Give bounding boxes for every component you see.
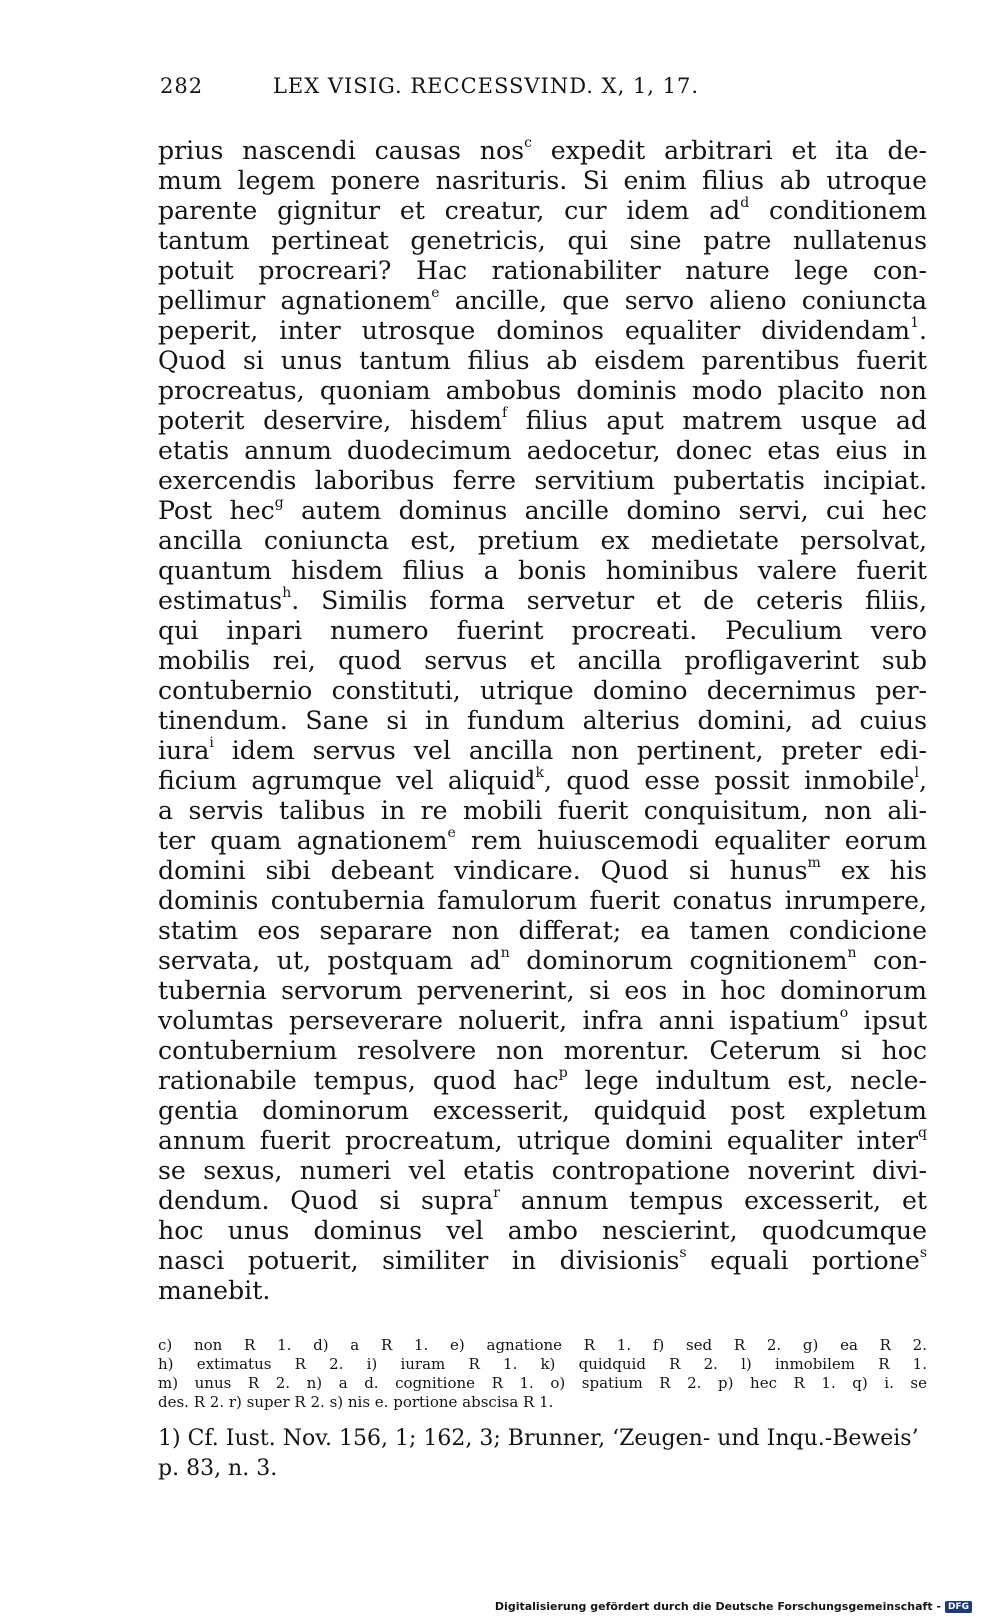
text-segment: hoc unus dominus vel ambo nescierint, quodcumque bbox=[158, 1216, 927, 1245]
footnote-marker: c bbox=[524, 136, 532, 151]
text-segment: filius aput matrem usque ad bbox=[507, 406, 927, 435]
text-line bbox=[158, 196, 927, 226]
text-line bbox=[158, 886, 927, 916]
text-segment: contubernio constituti, utrique domino decernimus per- bbox=[158, 676, 927, 705]
text-segment: manebit. bbox=[158, 1276, 271, 1305]
text-line bbox=[158, 706, 927, 736]
text-segment: mobilis rei, quod servus et ancilla profligaverint sub bbox=[158, 646, 927, 675]
text-segment: . bbox=[918, 316, 927, 345]
text-segment: lege indultum est, necle- bbox=[567, 1066, 927, 1095]
text-line bbox=[158, 1066, 927, 1096]
footnote-marker: q bbox=[918, 1126, 927, 1141]
text-segment: dominis contubernia famulorum fuerit conatus inrumpere, bbox=[158, 886, 927, 915]
footnote-marker: m bbox=[807, 856, 821, 871]
text-line bbox=[158, 736, 927, 766]
footnote-marker: h bbox=[282, 586, 292, 601]
footnote-marker: e bbox=[447, 826, 456, 841]
text-segment: annum fuerit procreatum, utrique domini equaliter inter bbox=[158, 1126, 919, 1155]
text-segment: dominorum cognitionem bbox=[509, 946, 848, 975]
text-segment: mum legem ponere nasrituris. Si enim filius ab utroque bbox=[158, 166, 927, 195]
text-segment: a servis talibus in re mobili fuerit conquisitum, non ali- bbox=[158, 796, 927, 825]
text-segment: ancilla coniuncta est, pretium ex medietate persolvat, bbox=[158, 526, 927, 555]
text-line bbox=[158, 436, 927, 466]
text-segment: tubernia servorum pervenerint, si eos in hoc dominorum bbox=[158, 976, 927, 1005]
text-line bbox=[158, 856, 927, 886]
text-line bbox=[158, 676, 927, 706]
reference-line: 1) Cf. Iust. Nov. 156, 1; 162, 3; Brunner, ‘Zeugen- und Inqu.-Beweis’ bbox=[158, 1426, 919, 1451]
critical-apparatus bbox=[158, 1336, 927, 1412]
text-line bbox=[158, 1246, 927, 1276]
text-line bbox=[158, 526, 927, 556]
text-segment: volumtas perseverare noluerit, infra anni ispatium bbox=[158, 1006, 840, 1035]
footnote-marker: s bbox=[679, 1246, 687, 1261]
credit-text: Digitalisierung gefördert durch die Deutsche Forschungsgemeinschaft - bbox=[494, 1600, 941, 1613]
text-line bbox=[158, 316, 927, 346]
text-segment: statim eos separare non differat; ea tamen condicione bbox=[158, 916, 927, 945]
footnote-marker: r bbox=[493, 1186, 500, 1201]
footnote-marker: g bbox=[274, 496, 284, 511]
text-segment: idem servus vel ancilla non pertinent, preter edi- bbox=[213, 736, 927, 765]
text-line bbox=[158, 586, 927, 616]
footnote-marker: d bbox=[740, 196, 750, 211]
footnote-marker: n bbox=[847, 946, 857, 961]
text-line bbox=[158, 1096, 927, 1126]
text-segment: ter quam agnationem bbox=[158, 826, 448, 855]
text-line bbox=[158, 646, 927, 676]
text-line bbox=[158, 766, 927, 796]
footnote-marker: n bbox=[500, 946, 510, 961]
text-segment: estimatus bbox=[158, 586, 283, 615]
text-line bbox=[158, 346, 927, 376]
text-segment: annum tempus excesserit, et bbox=[500, 1186, 927, 1215]
footnote-marker: p bbox=[558, 1066, 568, 1081]
text-line bbox=[158, 946, 927, 976]
text-segment: pellimur agnationem bbox=[158, 286, 432, 315]
text-line bbox=[158, 136, 927, 166]
text-line bbox=[158, 1006, 927, 1036]
text-segment: procreatus, quoniam ambobus dominis modo placito non bbox=[158, 376, 927, 405]
footnote-marker: i bbox=[209, 736, 214, 751]
text-segment: ancille, que servo alieno coniuncta bbox=[439, 286, 927, 315]
text-segment: rem huiuscemodi equaliter eorum bbox=[455, 826, 927, 855]
running-title: LEX VISIG. RECCESSVIND. X, 1, 17. bbox=[272, 74, 700, 98]
text-segment: servata, ut, postquam ad bbox=[158, 946, 501, 975]
text-segment: iura bbox=[158, 736, 210, 765]
text-segment: prius nascendi causas nos bbox=[158, 136, 525, 165]
text-line bbox=[158, 1276, 927, 1306]
text-segment: gentia dominorum excesserit, quidquid post expletum bbox=[158, 1096, 927, 1125]
text-line bbox=[158, 226, 927, 256]
reference-notes bbox=[158, 1424, 927, 1484]
text-segment: nasci potuerit, similiter in divisionis bbox=[158, 1246, 680, 1275]
footnote-marker: o bbox=[839, 1006, 849, 1021]
text-segment: Post hec bbox=[158, 496, 275, 525]
text-line bbox=[158, 406, 927, 436]
apparatus-line: m) unus R 2. n) a d. cognitione R 1. o) spatium R 2. p) hec R 1. q) i. se bbox=[158, 1374, 927, 1392]
text-segment: autem dominus ancille domino servi, cui hec bbox=[283, 496, 927, 525]
text-segment: quantum hisdem filius a bonis hominibus valere fuerit bbox=[158, 556, 927, 585]
apparatus-line: h) extimatus R 2. i) iuram R 1. k) quidquid R 2. l) inmobilem R 1. bbox=[158, 1355, 927, 1373]
footnote-marker: f bbox=[501, 406, 508, 421]
text-segment: equali portione bbox=[686, 1246, 920, 1275]
text-line bbox=[158, 556, 927, 586]
text-segment: qui inpari numero fuerint procreati. Peculium vero bbox=[158, 616, 927, 645]
text-segment: , bbox=[918, 766, 927, 795]
text-segment: exercendis laboribus ferre servitium pubertatis incipiat. bbox=[158, 466, 927, 495]
text-line bbox=[158, 466, 927, 496]
text-line bbox=[158, 376, 927, 406]
text-line bbox=[158, 1156, 927, 1186]
digitization-credit bbox=[495, 1600, 972, 1613]
text-segment: . Similis forma servetur et de ceteris filiis, bbox=[291, 586, 927, 615]
text-line bbox=[158, 1036, 927, 1066]
text-segment: rationabile tempus, quod hac bbox=[158, 1066, 559, 1095]
text-line bbox=[158, 796, 927, 826]
text-line bbox=[158, 1216, 927, 1246]
text-segment: ipsut bbox=[848, 1006, 927, 1035]
page-header bbox=[160, 74, 750, 98]
text-line bbox=[158, 616, 927, 646]
footnote-marker: s bbox=[919, 1246, 927, 1261]
text-segment: contubernium resolvere non morentur. Ceterum si hoc bbox=[158, 1036, 927, 1065]
text-line bbox=[158, 826, 927, 856]
apparatus-line: des. R 2. r) super R 2. s) nis e. portione abscisa R 1. bbox=[158, 1393, 554, 1411]
reference-line: p. 83, n. 3. bbox=[158, 1456, 278, 1481]
footnote-marker: e bbox=[431, 286, 440, 301]
text-segment: parente gignitur et creatur, cur idem ad bbox=[158, 196, 741, 225]
footnote-marker: l bbox=[914, 766, 919, 781]
footnote-marker: 1 bbox=[910, 316, 919, 331]
apparatus-line: c) non R 1. d) a R 1. e) agnatione R 1. f) sed R 2. g) ea R 2. bbox=[158, 1336, 927, 1354]
text-segment: ex his bbox=[820, 856, 927, 885]
text-segment: tinendum. Sane si in fundum alterius domini, ad cuius bbox=[158, 706, 927, 735]
text-segment: ficium agrumque vel aliquid bbox=[158, 766, 536, 795]
text-line bbox=[158, 1126, 927, 1156]
footnote-marker: k bbox=[535, 766, 544, 781]
dfg-logo: DFG bbox=[945, 1601, 972, 1613]
text-line bbox=[158, 916, 927, 946]
text-segment: domini sibi debeant vindicare. Quod si hunus bbox=[158, 856, 808, 885]
page-number: 282 bbox=[160, 74, 204, 98]
text-segment: peperit, inter utrosque dominos equaliter dividendam bbox=[158, 316, 911, 345]
text-segment: , quod esse possit inmobile bbox=[544, 766, 915, 795]
text-segment: tantum pertineat genetricis, qui sine patre nullatenus bbox=[158, 226, 927, 255]
text-line bbox=[158, 976, 927, 1006]
text-line bbox=[158, 496, 927, 526]
text-segment: etatis annum duodecimum aedocetur, donec etas eius in bbox=[158, 436, 927, 465]
text-segment: con- bbox=[856, 946, 927, 975]
text-segment: dendum. Quod si supra bbox=[158, 1186, 494, 1215]
text-line bbox=[158, 256, 927, 286]
text-segment: conditionem bbox=[749, 196, 927, 225]
text-segment: expedit arbitrari et ita de- bbox=[531, 136, 927, 165]
text-line bbox=[158, 1186, 927, 1216]
text-segment: se sexus, numeri vel etatis contropatione noverint divi- bbox=[158, 1156, 927, 1185]
text-segment: Quod si unus tantum filius ab eisdem parentibus fuerit bbox=[158, 346, 927, 375]
main-text bbox=[158, 136, 927, 1306]
text-line bbox=[158, 166, 927, 196]
text-line bbox=[158, 286, 927, 316]
text-segment: poterit deservire, hisdem bbox=[158, 406, 502, 435]
text-segment: potuit procreari? Hac rationabiliter nature lege con- bbox=[158, 256, 927, 285]
